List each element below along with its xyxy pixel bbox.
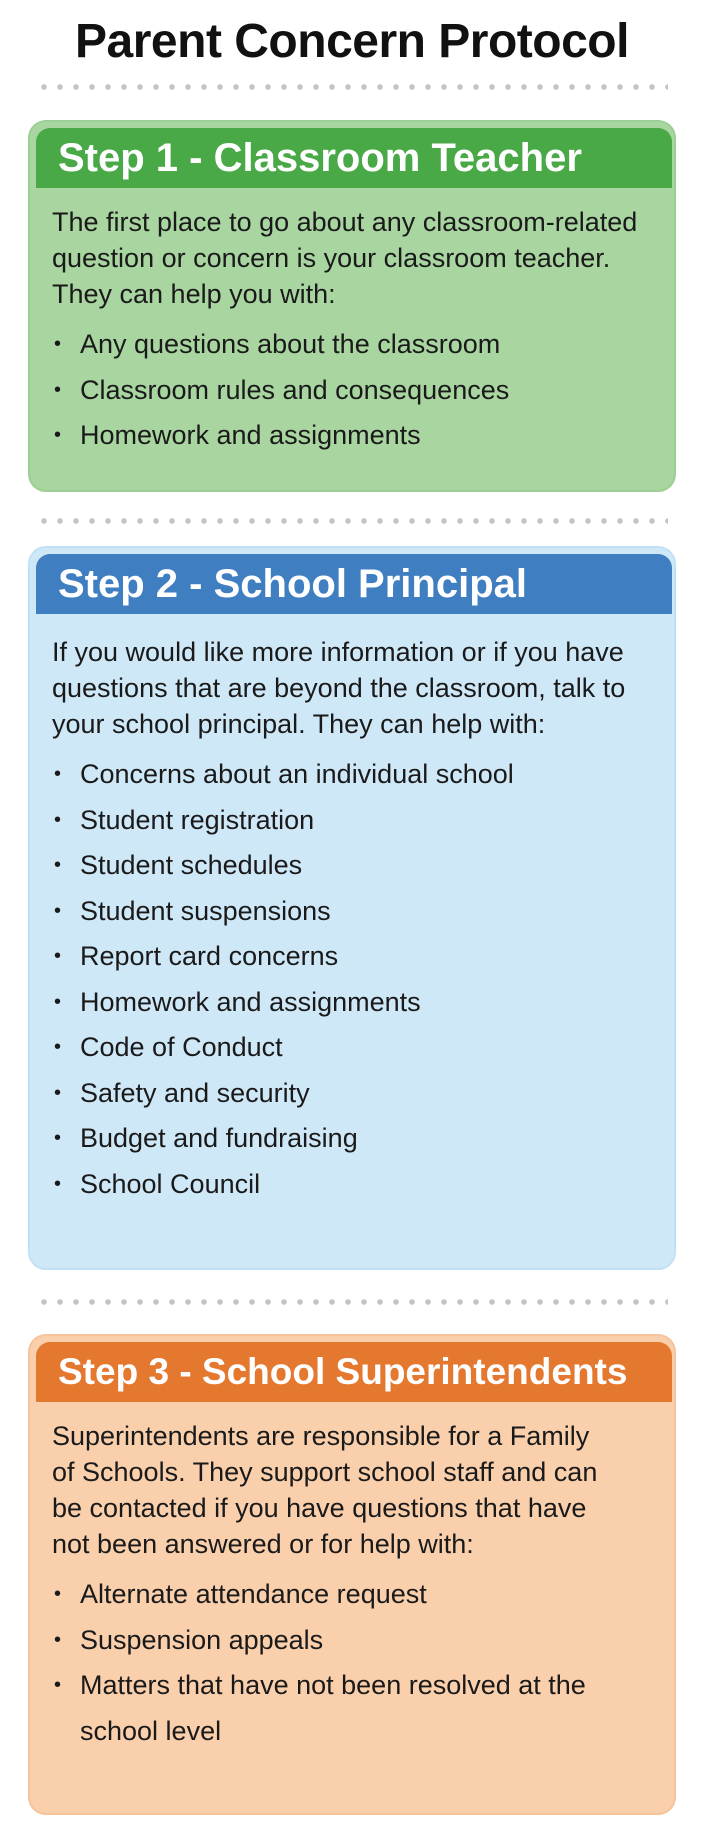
bullet-icon: • — [54, 1674, 62, 1696]
list-item — [52, 1618, 662, 1664]
bullet-icon: • — [54, 808, 62, 831]
step-1-intro: The first place to go about any classroom-related question or concern is your classroom teacher. They can help you with: — [52, 207, 638, 309]
step-2-header — [36, 554, 672, 614]
list-item-text: Concerns about an individual school — [80, 759, 514, 789]
list-item — [52, 368, 662, 414]
list-item-text: Any questions about the classroom — [80, 329, 501, 359]
step-3-intro: Superintendents are responsible for a Family of Schools. They support school staff and can be contacted if you have questions that have not been answered or for help with: — [52, 1421, 598, 1559]
step-2-body — [52, 634, 662, 1207]
step-1-heading: Step 1 - Classroom Teacher — [58, 136, 582, 180]
list-item-text: Student schedules — [80, 850, 303, 880]
bullet-icon: • — [54, 1628, 62, 1651]
step-2-heading: Step 2 - School Principal — [58, 562, 527, 606]
step-3-list — [52, 1572, 662, 1754]
list-item — [52, 934, 662, 980]
step-1-list — [52, 322, 662, 459]
page-title: Parent Concern Protocol — [75, 15, 629, 68]
bullet-icon: • — [54, 424, 62, 446]
bullet-icon: • — [54, 333, 62, 355]
bullet-icon: • — [54, 1036, 62, 1058]
list-item-text: Budget and fundraising — [80, 1123, 358, 1153]
dotted-divider — [36, 518, 668, 524]
list-item-text: Alternate attendance request — [80, 1579, 427, 1609]
list-item — [52, 798, 662, 844]
step-3-header — [36, 1342, 672, 1402]
list-item — [52, 1116, 662, 1162]
bullet-icon: • — [54, 1081, 62, 1104]
bullet-icon: • — [54, 763, 62, 785]
list-item-text: Report card concerns — [80, 941, 339, 971]
dotted-divider — [36, 1299, 668, 1305]
list-item-text: Classroom rules and consequences — [80, 374, 510, 405]
step-1-body — [52, 204, 662, 459]
list-item-text: Homework and assignments — [80, 986, 421, 1017]
bullet-icon: • — [54, 1127, 62, 1149]
list-item — [52, 980, 662, 1026]
step-3-heading: Step 3 - School Superintendents — [58, 1351, 628, 1392]
list-item — [52, 1025, 662, 1071]
list-item — [52, 843, 662, 889]
list-item-text: Suspension appeals — [80, 1624, 324, 1655]
bullet-icon: • — [54, 378, 62, 401]
list-item — [52, 752, 662, 798]
step-3-body — [52, 1418, 662, 1754]
list-item-text: Homework and assignments — [80, 420, 421, 450]
bullet-icon: • — [54, 990, 62, 1013]
bullet-icon: • — [54, 854, 62, 876]
list-item — [52, 322, 662, 368]
list-item — [52, 889, 662, 935]
step-2-card — [28, 546, 676, 1270]
list-item — [52, 1572, 662, 1618]
step-3-card — [28, 1334, 676, 1815]
bullet-icon: • — [54, 899, 62, 922]
list-item — [52, 413, 662, 459]
step-2-intro: If you would like more information or if you have questions that are beyond the classroom, talk to your school principal. They can help with: — [52, 637, 626, 739]
list-item-text: School Council — [80, 1168, 261, 1199]
bullet-icon: • — [54, 1583, 62, 1605]
step-1-header — [36, 128, 672, 188]
list-item — [52, 1162, 662, 1208]
dotted-divider — [36, 84, 668, 90]
list-item — [52, 1663, 600, 1754]
list-item-text: Student suspensions — [80, 895, 331, 926]
list-item-text: Safety and security — [80, 1077, 310, 1108]
step-1-card — [28, 120, 676, 492]
step-2-list — [52, 752, 662, 1207]
list-item-text: Student registration — [80, 804, 315, 835]
list-item — [52, 1071, 662, 1117]
bullet-icon: • — [54, 1172, 62, 1195]
bullet-icon: • — [54, 945, 62, 967]
list-item-text: Matters that have not been resolved at the school level — [80, 1670, 586, 1746]
list-item-text: Code of Conduct — [80, 1032, 283, 1062]
